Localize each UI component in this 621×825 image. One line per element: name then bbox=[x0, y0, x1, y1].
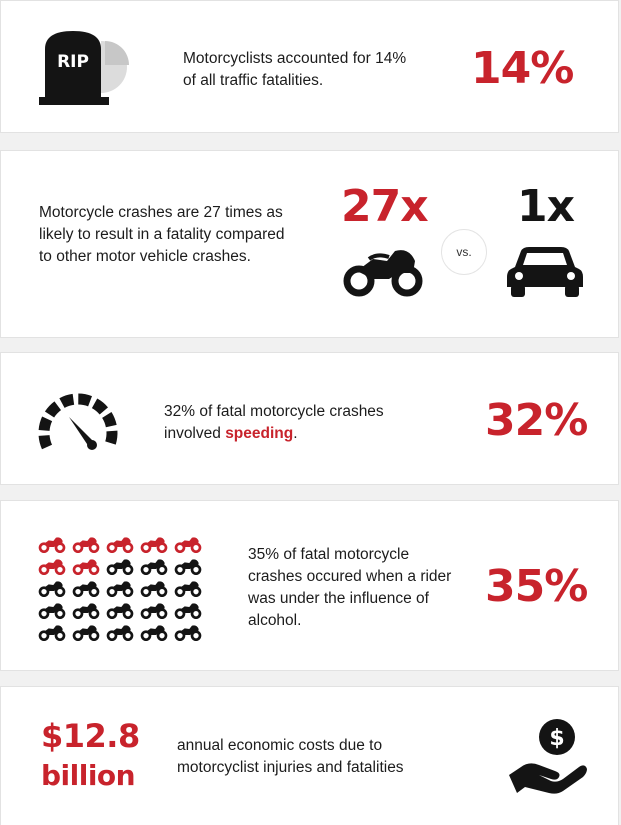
stat-card-costs bbox=[0, 686, 619, 825]
motorcycle-pictogram-icon bbox=[105, 601, 135, 619]
motorcycle-pictogram-icon bbox=[139, 557, 169, 575]
motorcycle-pictogram-icon bbox=[37, 601, 67, 619]
stat-card-fatalities bbox=[0, 0, 619, 133]
svg-text:RIP: RIP bbox=[57, 52, 89, 72]
motorcycle-pictogram-icon bbox=[71, 535, 101, 553]
costs-value-amount: $12.8 bbox=[41, 717, 140, 755]
motorcycle-pictogram-icon bbox=[173, 557, 203, 575]
car-multiplier: 1x bbox=[517, 181, 574, 232]
motorcycle-pictogram-icon bbox=[173, 601, 203, 619]
motorcycle-pictogram-icon bbox=[71, 579, 101, 597]
stat-card-crash-ratio bbox=[0, 150, 619, 338]
motorcycle-pictogram-icon bbox=[71, 601, 101, 619]
motorcycle-pictogram-icon bbox=[173, 535, 203, 553]
motorcycle-pictogram-icon bbox=[71, 623, 101, 641]
speedometer-icon bbox=[37, 385, 119, 457]
motorcycle-pictogram-icon bbox=[71, 557, 101, 575]
hand-coin-icon bbox=[507, 717, 587, 797]
motorcycle-pictogram-icon bbox=[139, 623, 169, 641]
motorcycle-multiplier: 27x bbox=[341, 181, 428, 232]
motorcycle-pictogram-icon bbox=[105, 535, 135, 553]
motorcycle-pictogram-icon bbox=[37, 557, 67, 575]
car-icon bbox=[507, 245, 583, 299]
motorcycle-pictogram-icon bbox=[173, 579, 203, 597]
stat-card-speeding bbox=[0, 352, 619, 485]
alcohol-value: 35% bbox=[485, 561, 588, 612]
speeding-text: 32% of fatal motorcycle crashes involved speeding. bbox=[164, 403, 384, 442]
motorcycle-pictogram-icon bbox=[105, 579, 135, 597]
motorcycle-pictogram-icon bbox=[173, 623, 203, 641]
motorcycle-pictogram-icon bbox=[139, 601, 169, 619]
speeding-highlight: speeding bbox=[225, 425, 294, 442]
motorcycle-pictogram-icon bbox=[37, 579, 67, 597]
motorcycle-pictogram-icon bbox=[139, 535, 169, 553]
alcohol-text: 35% of fatal motorcycle crashes occured when a rider was under the influence of alcohol. bbox=[248, 546, 452, 629]
tombstone-pie-icon bbox=[39, 27, 139, 107]
motorcycle-pictogram-icon bbox=[105, 557, 135, 575]
costs-text: annual economic costs due to motorcyclist injuries and fatalities bbox=[177, 737, 404, 776]
speeding-value: 32% bbox=[485, 395, 588, 446]
fatalities-text: Motorcyclists accounted for 14% of all traffic fatalities. bbox=[183, 50, 407, 89]
motorcycle-pictogram-icon bbox=[37, 623, 67, 641]
fatalities-value: 14% bbox=[471, 43, 574, 94]
motorcycle-pictogram-icon bbox=[37, 535, 67, 553]
costs-value-unit: billion bbox=[41, 759, 136, 792]
motorcycle-icon bbox=[343, 243, 423, 297]
stat-card-alcohol bbox=[0, 500, 619, 671]
vs-badge: vs. bbox=[441, 229, 487, 275]
motorcycle-pictogram-icon bbox=[105, 623, 135, 641]
svg-text:$: $ bbox=[549, 726, 565, 751]
crash-ratio-text: Motorcycle crashes are 27 times as likely to result in a fatality compared to other motor vehicle crashes. bbox=[39, 204, 285, 265]
motorcycle-pictogram-icon bbox=[139, 579, 169, 597]
